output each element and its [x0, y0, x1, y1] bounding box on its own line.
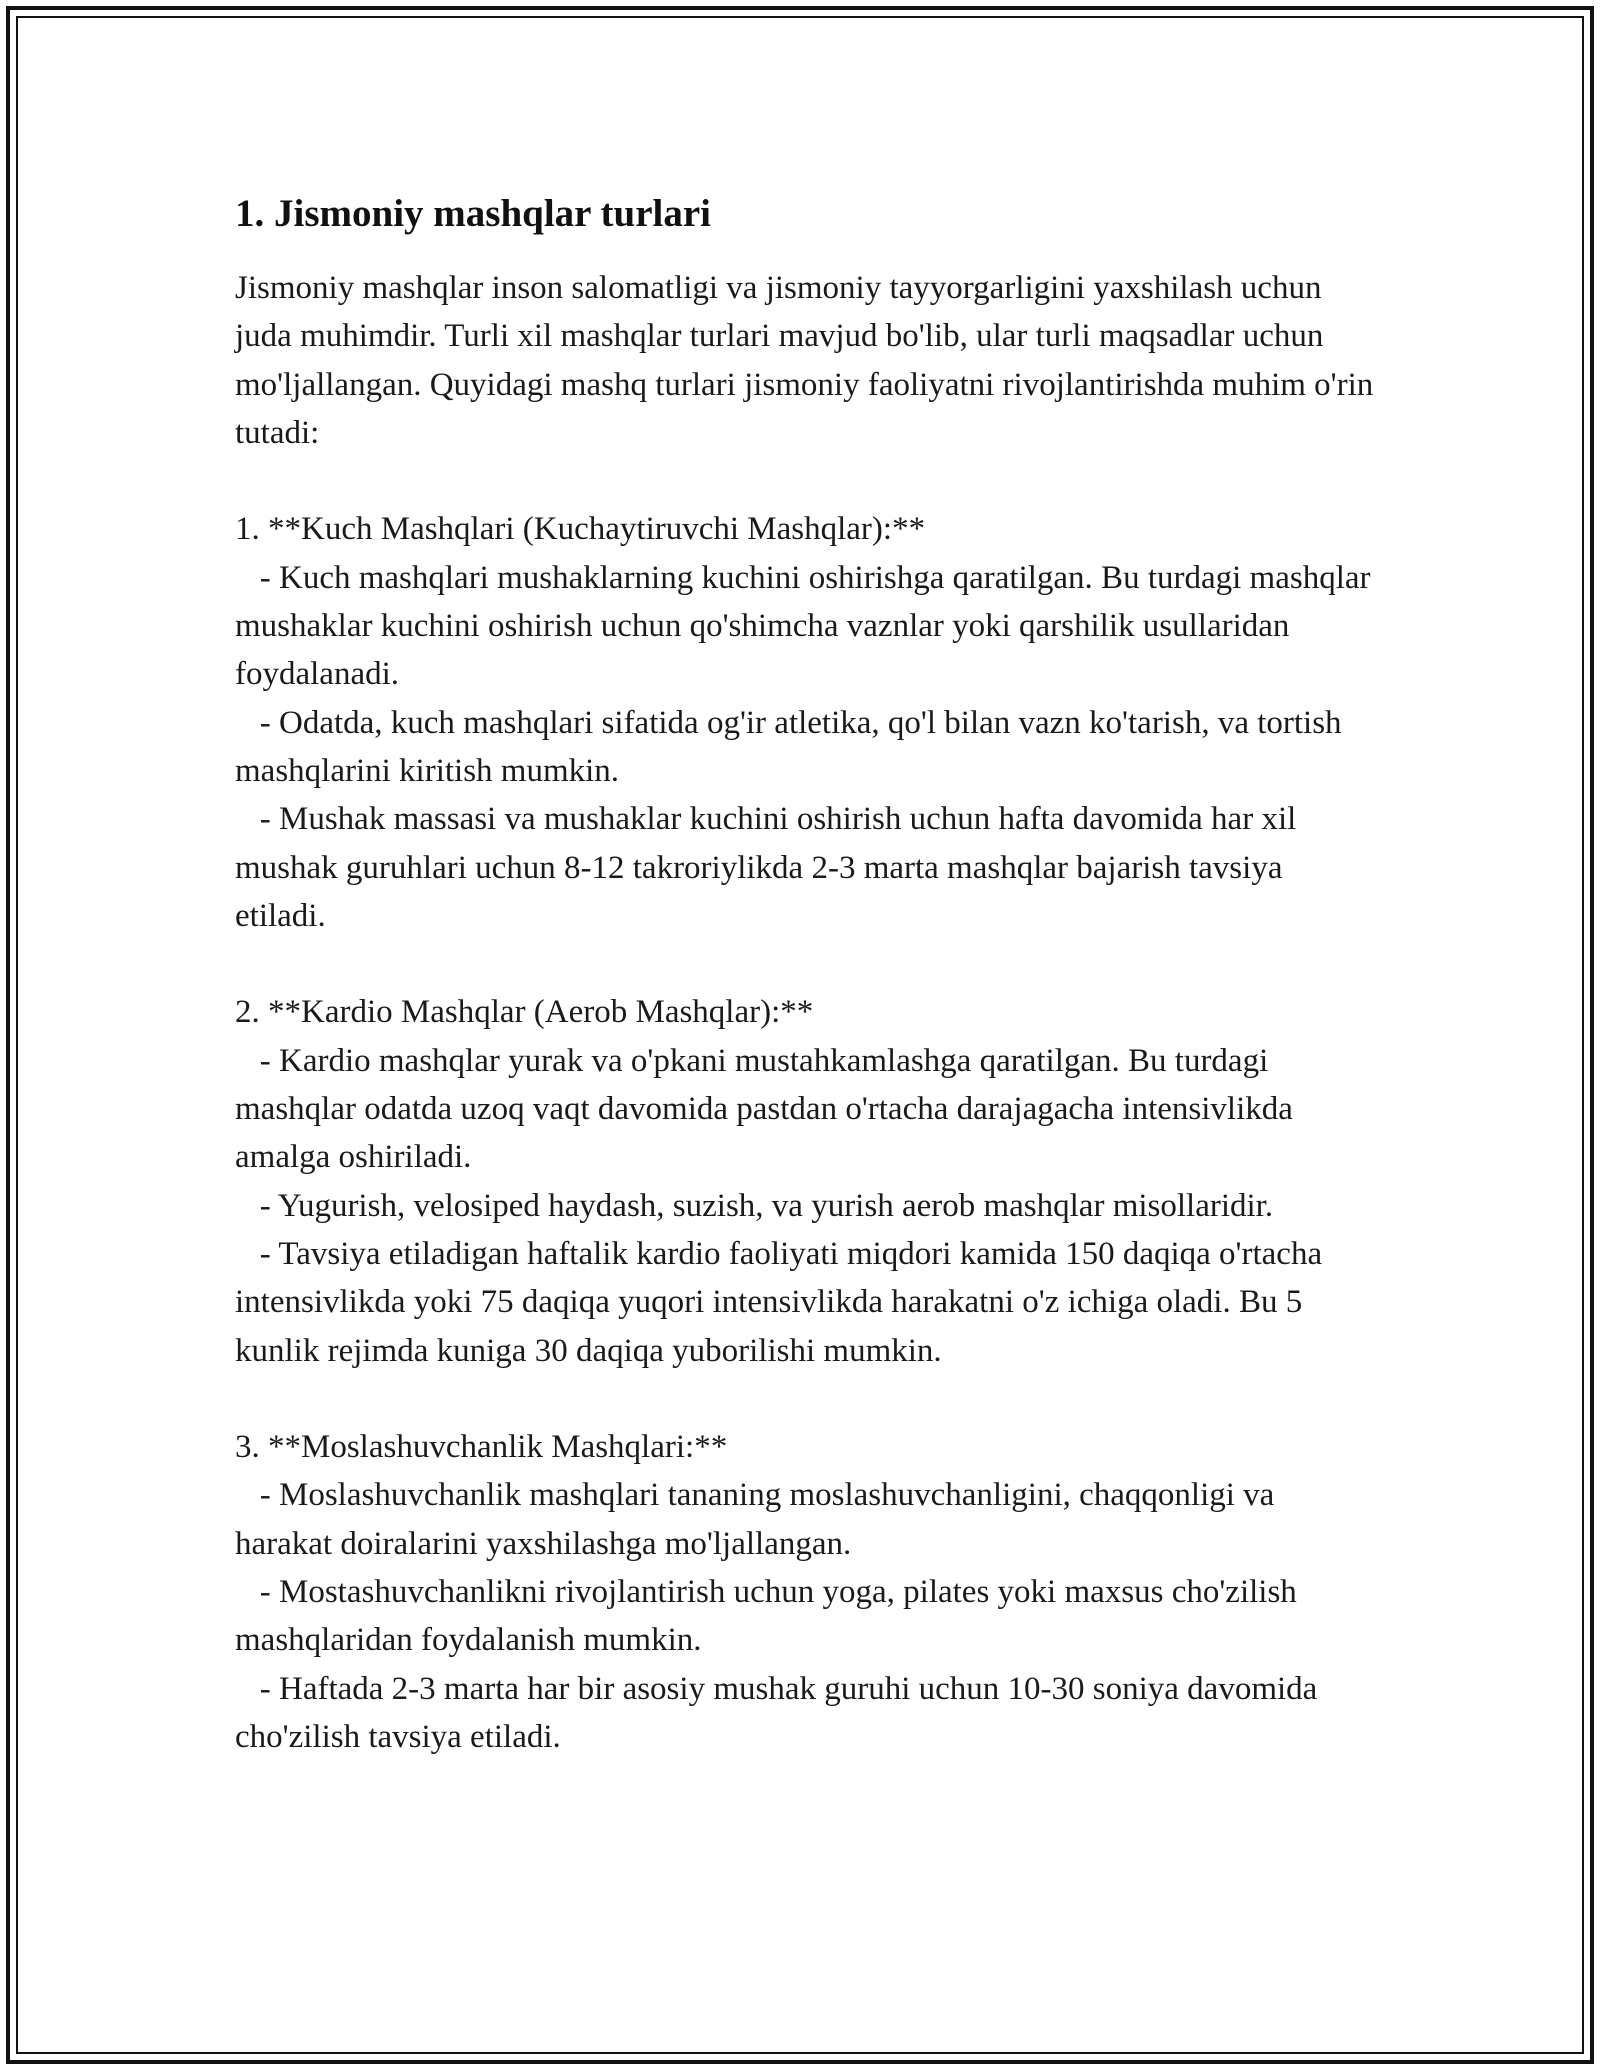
section-bullet: - Kuch mashqlari mushaklarning kuchini oshirishga qaratilgan. Bu turdagi mashqlar mushaklar kuchini oshirish uchun qo'shimcha vaznlar yoki qarshilik usullaridan foydalanadi. [235, 559, 1379, 693]
section-heading: 3. **Moslashuvchanlik Mashqlari:** [235, 1429, 728, 1466]
section-flexibility [235, 1423, 1375, 1761]
section-bullet: - Yugurish, velosiped haydash, suzish, va yurish aerob mashqlar misollaridir. [235, 1187, 1274, 1224]
intro-paragraph: Jismoniy mashqlar inson salomatligi va jismoniy tayyorgarligini yaxshilash uchun juda muhimdir. Turli xil mashqlar turlari mavjud bo'lib, ular turli maqsadlar uchun mo'ljallangan. Quyidagi mashq turlari jismoniy faoliyatni rivojlantirishda muhim o'rin tutadi: [235, 270, 1382, 451]
section-bullet: - Mushak massasi va mushaklar kuchini oshirish uchun hafta davomida har xil mushak guruhlari uchun 8-12 takroriylikda 2-3 marta mashqlar bajarish tavsiya etiladi. [235, 801, 1305, 934]
section-bullet: - Tavsiya etiladigan haftalik kardio faoliyati miqdori kamida 150 daqiqa o'rtacha intensivlikda yoki 75 daqiqa yuqori intensivlikda harakatni o'z ichiga oladi. Bu 5 kunlik rejimda kuniga 30 daqiqa yuborilishi mumkin. [235, 1235, 1331, 1369]
section-bullet: - Odatda, kuch mashqlari sifatida og'ir atletika, qo'l bilan vazn ko'tarish, va tortish mashqlarini kiritish mumkin. [235, 704, 1350, 789]
section-bullet: - Mostashuvchanlikni rivojlantirish uchun yoga, pilates yoki maxsus cho'zilish mashqlaridan foydalanish mumkin. [235, 1574, 1306, 1659]
section-bullet: - Kardio mashqlar yurak va o'pkani mustahkamlashga qaratilgan. Bu turdagi mashqlar odatda uzoq vaqt davomida pastdan o'rtacha darajagacha intensivlikda amalga oshiriladi. [235, 1042, 1302, 1176]
section-cardio [235, 988, 1375, 1374]
document-body [235, 186, 1382, 1761]
section-bullet: - Haftada 2-3 marta har bir asosiy mushak guruhi uchun 10-30 soniya davomida cho'zilish tavsiya etiladi. [235, 1670, 1326, 1755]
document-title: 1. Jismoniy mashqlar turlari [235, 192, 711, 235]
section-strength [235, 505, 1379, 940]
section-heading: 2. **Kardio Mashqlar (Aerob Mashqlar):** [235, 994, 814, 1031]
section-heading: 1. **Kuch Mashqlari (Kuchaytiruvchi Mashqlar):** [235, 511, 926, 548]
section-bullet: - Moslashuvchanlik mashqlari tananing moslashuvchanligini, chaqqonligi va harakat doiralarini yaxshilashga mo'ljallangan. [235, 1477, 1283, 1562]
